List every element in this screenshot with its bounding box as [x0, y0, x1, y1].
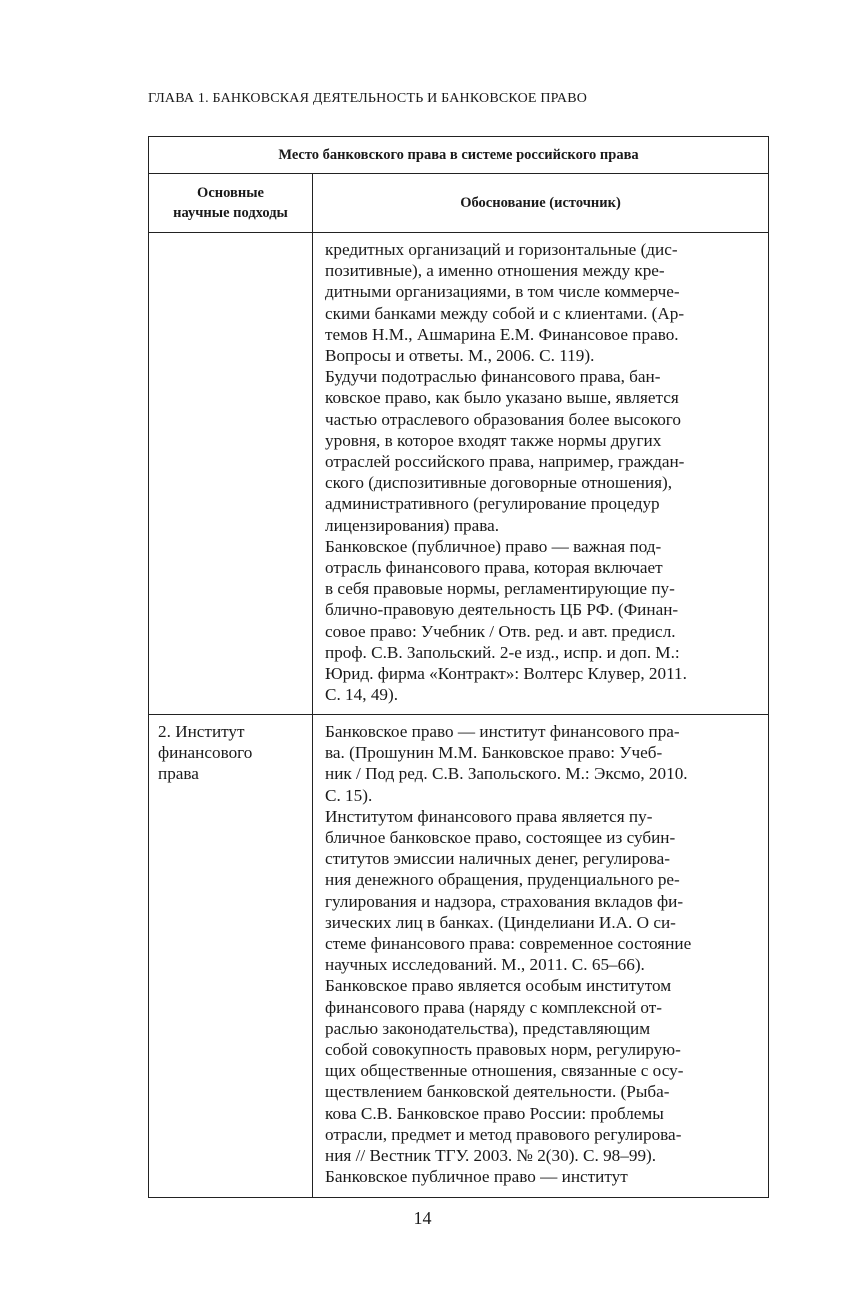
- text-line: ния денежного обращения, пруденциального ре-: [325, 870, 680, 890]
- text-line: Будучи подотраслью финансового права, бан-: [325, 367, 661, 387]
- running-head: ГЛАВА 1. БАНКОВСКАЯ ДЕЯТЕЛЬНОСТЬ И БАНКОВСКОЕ ПРАВО: [148, 91, 588, 106]
- text-line: щих общественные отношения, связанные с осу-: [325, 1061, 684, 1081]
- comparison-table: [148, 136, 769, 1198]
- text-line: скими банками между собой и с клиентами. (Ар-: [325, 303, 685, 323]
- text-line: ковское право, как было указано выше, является: [325, 388, 679, 408]
- text-line: отрасли, предмет и метод правового регулирова-: [325, 1124, 682, 1144]
- text-line: ния // Вестник ТГУ. 2003. № 2(30). С. 98–99).: [325, 1146, 657, 1166]
- text-line: в себя правовые нормы, регламентирующие пу-: [325, 579, 675, 599]
- text-line: Юрид. фирма «Контракт»: Волтерс Клувер, 2011.: [325, 664, 687, 684]
- text-line: С. 15).: [325, 785, 373, 805]
- text-line: ник / Под ред. С.В. Запольского. М.: Эксмо, 2010.: [325, 764, 688, 784]
- text-line: блично-правовую деятельность ЦБ РФ. (Финан-: [325, 600, 679, 620]
- text-line: 2. Институт: [158, 722, 245, 741]
- text-line: финансового права (наряду с комплексной от-: [325, 997, 662, 1017]
- text-line: позитивные), а именно отношения между кре-: [325, 261, 665, 281]
- text-line: ского (диспозитивные договорные отношения),: [325, 473, 673, 493]
- text-line: Банковское право является особым институтом: [325, 976, 672, 996]
- text-line: Банковское публичное право — институт: [325, 1167, 628, 1187]
- text-line: совое право: Учебник / Отв. ред. и авт. предисл.: [325, 621, 676, 641]
- text-line: уровня, в которое входят также нормы других: [325, 430, 662, 450]
- text-line: проф. С.В. Запольский. 2-е изд., испр. и доп. М.:: [325, 642, 680, 662]
- table-row: [149, 233, 769, 715]
- text-line: собой совокупность правовых норм, регулирую-: [325, 1040, 681, 1060]
- text-line: Банковское право — институт финансового пра-: [325, 722, 680, 741]
- justification-cell: [313, 715, 769, 1198]
- text-line: Вопросы и ответы. М., 2006. С. 119).: [325, 346, 595, 366]
- text-line: права: [158, 764, 199, 784]
- text-line: финансового: [158, 743, 253, 763]
- table-title: Место банковского права в системе российского права: [149, 137, 769, 174]
- justification-cell: [313, 233, 769, 715]
- column-header-justification: Обоснование (источник): [313, 174, 769, 233]
- text-line: Институтом финансового права является пу-: [325, 806, 653, 826]
- text-line: частью отраслевого образования более высокого: [325, 409, 682, 429]
- text-line: отрасль финансового права, которая включает: [325, 558, 663, 578]
- column-header-approaches-line: научные подходы: [173, 205, 288, 221]
- text-line: С. 14, 49).: [325, 685, 399, 705]
- text-line: зических лиц в банках. (Цинделиани И.А. О си-: [325, 912, 676, 932]
- approach-cell: [149, 233, 313, 715]
- text-line: лицензирования) права.: [325, 515, 500, 535]
- text-line: отраслей российского права, например, граждан-: [325, 452, 685, 472]
- approach-cell: [149, 715, 313, 1198]
- page-number: 14: [413, 1208, 432, 1228]
- column-header-approaches: [149, 174, 313, 233]
- column-header-approaches-line: Основные: [197, 185, 264, 201]
- text-line: стеме финансового права: современное состояние: [325, 934, 692, 954]
- text-line: бличное банковское право, состоящее из субин-: [325, 828, 676, 848]
- text-line: темов Н.М., Ашмарина Е.М. Финансовое право.: [325, 324, 679, 344]
- text-line: административного (регулирование процедур: [325, 494, 660, 514]
- text-line: гулирования и надзора, страхования вкладов фи-: [325, 891, 684, 911]
- table-row: [149, 715, 769, 1198]
- text-line: ститутов эмиссии наличных денег, регулирова-: [325, 849, 671, 869]
- text-line: кова С.В. Банковское право России: проблемы: [325, 1103, 664, 1123]
- text-line: научных исследований. М., 2011. С. 65–66).: [325, 955, 645, 975]
- text-line: раслью законодательства), представляющим: [325, 1018, 651, 1038]
- text-line: ва. (Прошунин М.М. Банковское право: Учеб-: [325, 743, 663, 763]
- text-line: Банковское (публичное) право — важная под-: [325, 536, 662, 556]
- text-line: кредитных организаций и горизонтальные (дис-: [325, 240, 678, 259]
- text-line: ществлением банковской деятельности. (Рыба-: [325, 1082, 670, 1102]
- text-line: дитными организациями, в том числе коммерче-: [325, 282, 680, 302]
